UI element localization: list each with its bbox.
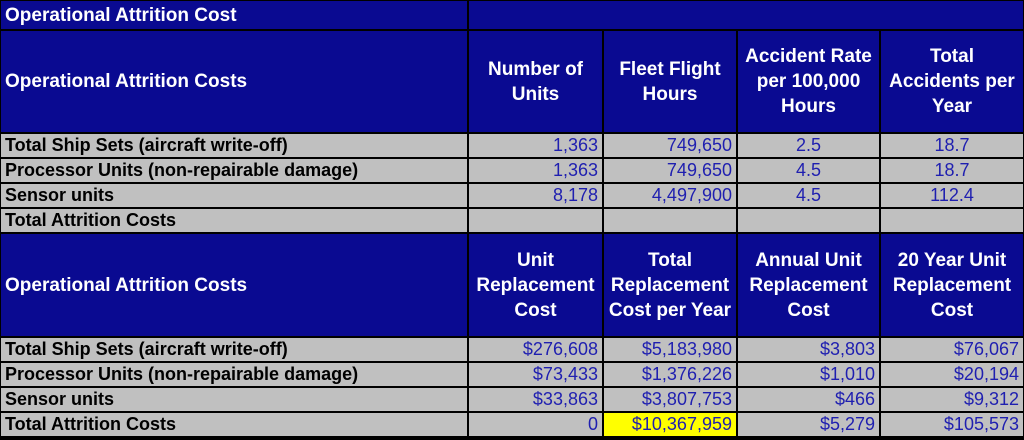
table-row [1,388,1023,413]
cell-total-replacement-cost: $5,183,980 [604,338,738,363]
col-accident-rate: Accident Rate per 100,000 Hours [738,31,881,134]
row-label: Sensor units [1,388,469,413]
cell-total-accidents: 18.7 [881,134,1023,159]
cell-total-accidents: 112.4 [881,184,1023,209]
title-row-filler [469,1,1023,31]
table-row [1,159,1023,184]
cell-20-year-unit-replacement-cost: $105,573 [881,413,1023,438]
cell-total-replacement-cost: $3,807,753 [604,388,738,413]
attrition-cost-table [1,1,1023,438]
cell-number-of-units: 1,363 [469,134,604,159]
cell-20-year-unit-replacement-cost: $76,067 [881,338,1023,363]
cell-accident-rate: 4.5 [738,184,881,209]
table-row [1,338,1023,363]
row-label: Sensor units [1,184,469,209]
cell-annual-unit-replacement-cost: $1,010 [738,363,881,388]
col-total-accidents: Total Accidents per Year [881,31,1023,134]
cell-accident-rate [738,209,881,234]
section1-label: Operational Attrition Costs [1,31,469,134]
table-row [1,363,1023,388]
col-total-replacement-cost: Total Replacement Cost per Year [604,234,738,338]
cell-unit-replacement-cost: $33,863 [469,388,604,413]
row-label: Total Ship Sets (aircraft write-off) [1,134,469,159]
cell-total-replacement-cost-highlight [604,413,738,438]
table-row [1,134,1023,159]
cell-unit-replacement-cost: $73,433 [469,363,604,388]
table-row [1,209,1023,234]
cell-fleet-flight-hours: 749,650 [604,134,738,159]
cell-number-of-units [469,209,604,234]
cell-total-accidents: 18.7 [881,159,1023,184]
row-label: Total Attrition Costs [1,413,469,438]
highlighted-total-value: $10,367,959 [631,414,732,434]
row-label: Total Ship Sets (aircraft write-off) [1,338,469,363]
table-row [1,184,1023,209]
section1-header-row [1,31,1023,134]
cell-accident-rate: 2.5 [738,134,881,159]
row-label: Processor Units (non-repairable damage) [1,159,469,184]
cell-annual-unit-replacement-cost: $5,279 [738,413,881,438]
col-annual-unit-replacement-cost: Annual Unit Replacement Cost [738,234,881,338]
cell-annual-unit-replacement-cost: $3,803 [738,338,881,363]
cell-total-replacement-cost: $1,376,226 [604,363,738,388]
sheet-title: Operational Attrition Cost [1,1,469,31]
cell-number-of-units: 8,178 [469,184,604,209]
table-row [1,413,1023,438]
col-unit-replacement-cost: Unit Replacement Cost [469,234,604,338]
cell-20-year-unit-replacement-cost: $20,194 [881,363,1023,388]
title-row [1,1,1023,31]
col-fleet-flight-hours: Fleet Flight Hours [604,31,738,134]
cell-fleet-flight-hours: 4,497,900 [604,184,738,209]
cell-unit-replacement-cost: 0 [469,413,604,438]
cell-total-accidents [881,209,1023,234]
cell-accident-rate: 4.5 [738,159,881,184]
row-label: Total Attrition Costs [1,209,469,234]
cell-unit-replacement-cost: $276,608 [469,338,604,363]
cell-20-year-unit-replacement-cost: $9,312 [881,388,1023,413]
cell-fleet-flight-hours: 749,650 [604,159,738,184]
cell-annual-unit-replacement-cost: $466 [738,388,881,413]
row-label: Processor Units (non-repairable damage) [1,363,469,388]
col-20-year-unit-replacement-cost: 20 Year Unit Replacement Cost [881,234,1023,338]
section2-label: Operational Attrition Costs [1,234,469,338]
col-number-of-units: Number of Units [469,31,604,134]
cell-fleet-flight-hours [604,209,738,234]
cell-number-of-units: 1,363 [469,159,604,184]
section2-header-row [1,234,1023,338]
